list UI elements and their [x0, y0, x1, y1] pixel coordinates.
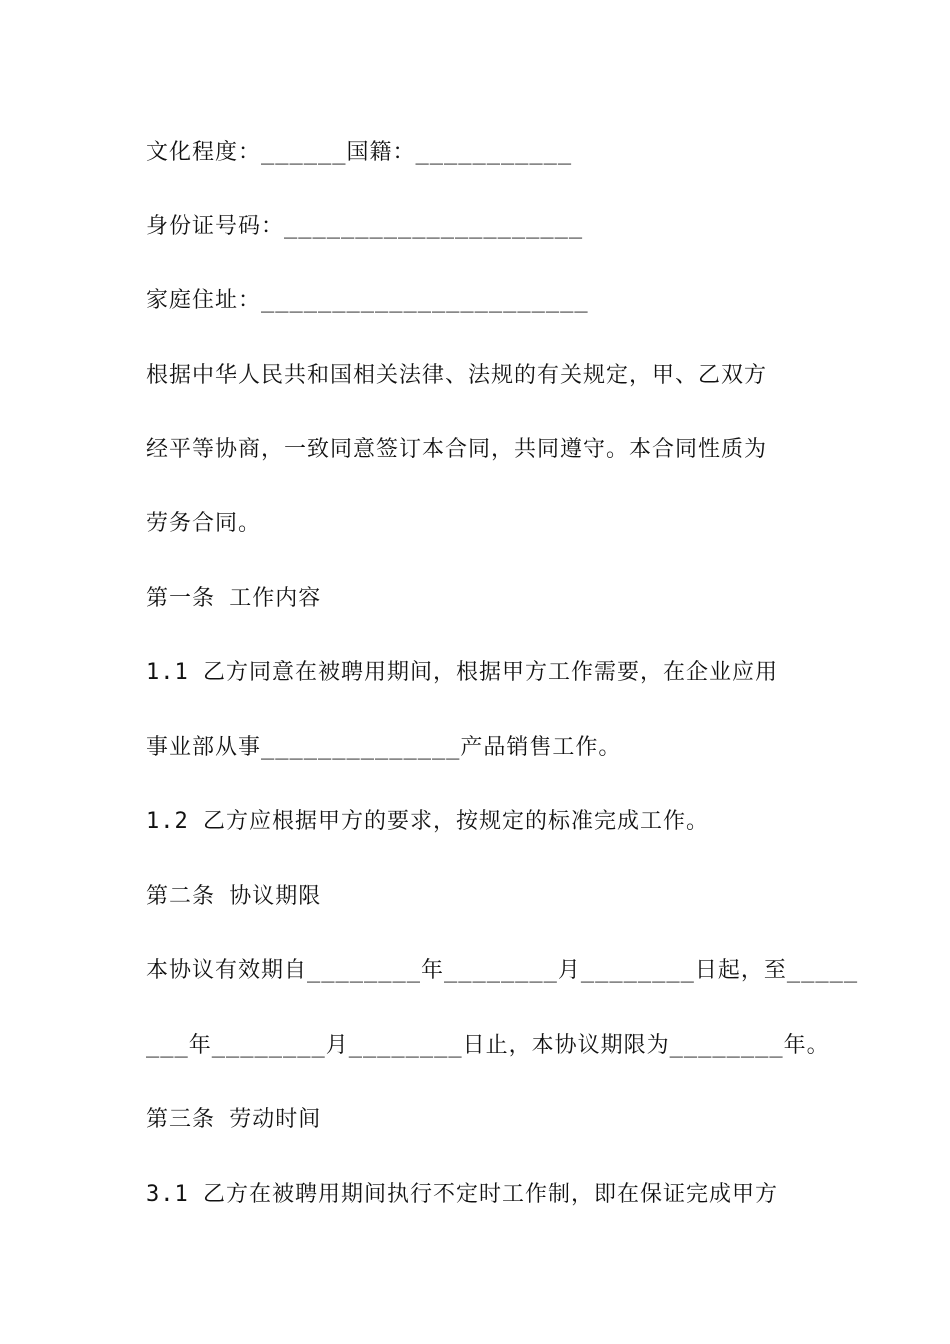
id-number-line: 身份证号码：_____________________ [146, 214, 584, 239]
term-line-2: ___年________月________日止，本协议期限为________年。 [146, 1033, 830, 1058]
education-nationality-line: 文化程度：______国籍：___________ [146, 140, 573, 165]
article-2-heading: 第二条 协议期限 [146, 884, 322, 909]
term-line-1: 本协议有效期自________年________月________日起，至_____ [146, 958, 859, 983]
clause-3-1-line-1: 3.1 乙方在被聘用期间执行不定时工作制，即在保证完成甲方 [146, 1182, 778, 1207]
preamble-line-3: 劳务合同。 [146, 511, 262, 536]
clause-1-1-line-2: 事业部从事______________产品销售工作。 [146, 735, 622, 760]
preamble-line-1: 根据中华人民共和国相关法律、法规的有关规定，甲、乙双方 [146, 363, 768, 388]
preamble-line-2: 经平等协商，一致同意签订本合同，共同遵守。本合同性质为 [146, 437, 768, 462]
article-1-heading: 第一条 工作内容 [146, 586, 322, 611]
article-3-heading: 第三条 劳动时间 [146, 1107, 322, 1132]
home-address-line: 家庭住址：_______________________ [146, 288, 589, 313]
clause-1-2: 1.2 乙方应根据甲方的要求，按规定的标准完成工作。 [146, 809, 709, 834]
clause-1-1-line-1: 1.1 乙方同意在被聘用期间，根据甲方工作需要，在企业应用 [146, 660, 778, 685]
